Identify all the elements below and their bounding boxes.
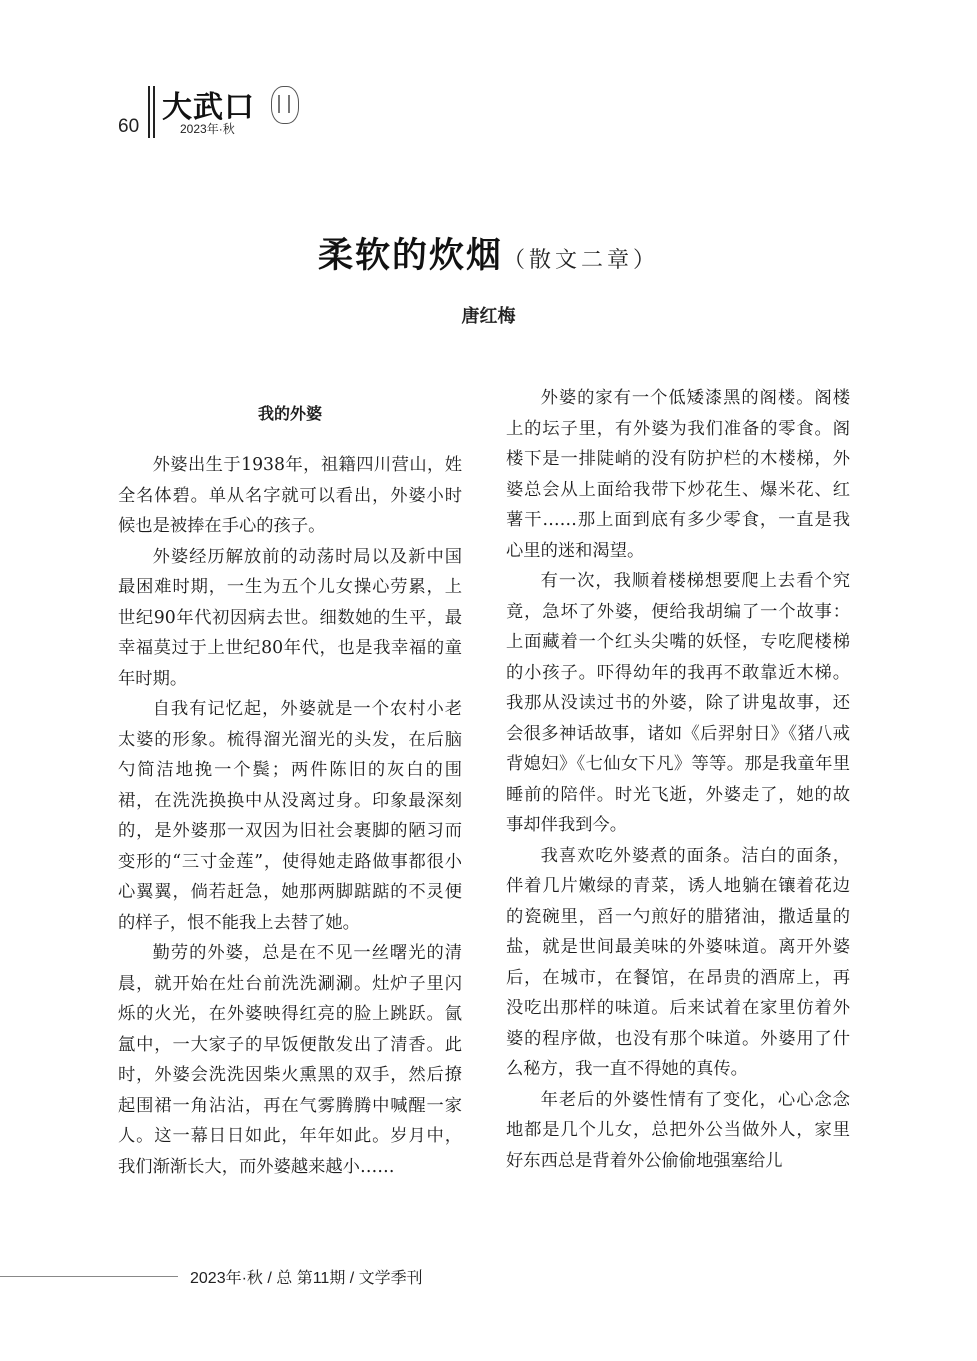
header-divider [153,86,155,138]
left-column [118,383,462,1182]
paragraph: 外婆的家有一个低矮漆黑的阁楼。阁楼上的坛子里，有外婆为我们准备的零食。阁楼下是一排陡峭的没有防护栏的木楼梯，外婆总会从上面给我带下炒花生、爆米花、红薯干……那上面到底有多少零食，一直是我心里的迷和渴望。 [506,388,850,561]
title-subtitle: （散文二章） [503,248,660,273]
paragraph: 自我有记忆起，外婆就是一个农村小老太婆的形象。梳得溜光溜光的头发，在后脑勺简洁地挽一个鬓；两件陈旧的灰白的围裙，在洗洗换换中从没离过身。印象最深刻的，是外婆那一双因为旧社会裹脚的陋习而变形的“三寸金莲”，使得她走路做事都很小心翼翼，倘若赶急，她那两脚踮踮的不灵便的样子，恨不能我上去替了她。 [118,699,462,933]
page-header [118,82,418,142]
right-column [506,383,850,1176]
page-footer: 2023年·秋 / 总 第11期 / 文学季刊 [190,1270,423,1287]
paragraph: 勤劳的外婆，总是在不见一丝曙光的清晨，就开始在灶台前洗洗涮涮。灶炉子里闪烁的火光，在外婆映得红亮的脸上跳跃。氤氲中，一大家子的早饭便散发出了清香。此时，外婆会洗洗因柴火熏黑的双手，然后撩起围裙一角沾沾，再在气雾腾腾中喊醒一家人。这一幕日日如此，年年如此。岁月中，我们渐渐长大，而外婆越来越小…… [118,943,462,1177]
footer-rule [0,1276,178,1277]
title-main: 柔软的炊烟 [317,235,503,276]
paragraph: 年老后的外婆性情有了变化，心心念念地都是几个儿女，总把外公当做外人，家里好东西总是背着外公偷偷地强塞给儿 [506,1089,850,1171]
seal-icon [271,86,299,124]
paragraph: 我喜欢吃外婆煮的面条。洁白的面条，伴着几片嫩绿的青菜，诱人地躺在镶着花边的瓷碗里，舀一勺煎好的腊猪油，撒适量的盐，就是世间最美味的外婆味道。离开外婆后，在城市，在餐馆，在昂贵的酒席上，再没吃出那样的味道。后来试着在家里仿着外婆的程序做，也没有那个味道。外婆用了什么秘方，我一直不得她的真传。 [506,845,850,1079]
section-title: 我的外婆 [257,404,322,423]
header-divider [148,86,150,138]
paragraph: 外婆出生于1938年，祖籍四川营山，姓全名体碧。单从名字就可以看出，外婆小时候也是被捧在手心的孩子。 [118,455,462,536]
magazine-name: 大武口 [162,90,255,125]
page-number: 60 [118,116,140,137]
issue-label: 2023年·秋 [180,122,235,136]
paragraph: 外婆经历解放前的动荡时局以及新中国最困难时期，一生为五个儿女操心劳累，上世纪90年代初因病去世。细数她的生平，最幸福莫过于上世纪80年代，也是我幸福的童年时期。 [118,546,462,689]
paragraph: 有一次，我顺着楼梯想要爬上去看个究竟，急坏了外婆，便给我胡编了一个故事：上面藏着一个红头尖嘴的妖怪，专吃爬楼梯的小孩子。吓得幼年的我再不敢靠近木梯。我那从没读过书的外婆，除了讲鬼故事，还会很多神话故事，诸如《后羿射日》《猪八戒背媳妇》《七仙女下凡》等等。那是我童年里睡前的陪伴。时光飞逝，外婆走了，她的故事却伴我到今。 [506,571,850,835]
author-name: 唐红梅 [461,306,516,327]
article-title [0,228,977,278]
